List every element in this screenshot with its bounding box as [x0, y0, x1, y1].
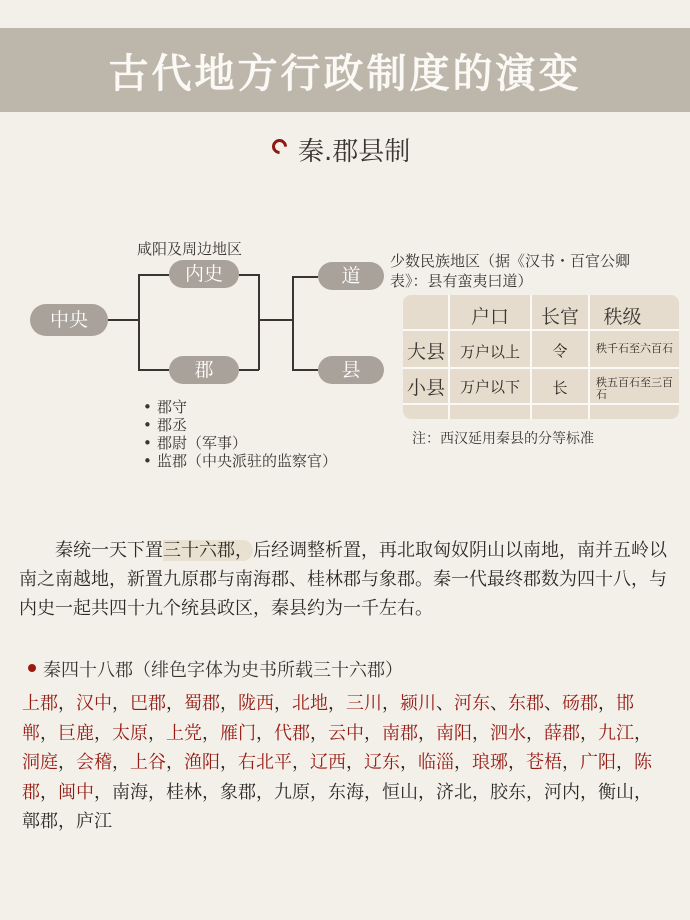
- separator: ，: [634, 722, 652, 744]
- separator: ，: [634, 781, 652, 803]
- table-cell: 万户以上: [459, 343, 520, 361]
- commandery-item: 胶东: [490, 781, 526, 803]
- history-paragraph: [19, 536, 679, 623]
- table-header: 长官: [540, 306, 579, 328]
- separator: ，: [472, 722, 490, 744]
- commandery-item: 汉中: [76, 693, 112, 714]
- connector-line: [292, 276, 318, 278]
- connector-line: [292, 276, 294, 370]
- separator: ，: [112, 693, 130, 714]
- separator: ，: [526, 722, 544, 744]
- separator: 、: [490, 693, 508, 714]
- commandery-item: 洞庭: [22, 752, 58, 773]
- separator: ，: [562, 752, 580, 773]
- section-circle-icon: [269, 136, 290, 157]
- commandery-item: 临淄: [418, 752, 454, 773]
- separator: ，: [94, 781, 112, 803]
- paragraph-text: 秦统一天下置: [55, 540, 163, 561]
- separator: ，: [148, 781, 166, 803]
- separator: ，: [202, 781, 220, 803]
- paragraph-text: 后经调整析置，再北取匈奴阴山以南地，南并五岭以南之南越地，新置九原郡与南海郡、桂林郡与象郡。秦一代最终郡数为四十八，与内史一起共四十九个统县政区，秦县约为一千左右。: [19, 540, 667, 619]
- table-cell: 秩五百石至三百石: [596, 376, 673, 401]
- commandery-item: 颍川: [400, 693, 436, 714]
- commandery-item: 河东: [454, 693, 490, 714]
- table-cell: 万户以下: [459, 378, 520, 396]
- separator: ，: [310, 722, 328, 744]
- dao-note: 少数民族地区（据《汉书・百官公卿表》：县有蛮夷曰道）: [390, 252, 631, 290]
- neishi-note: 咸阳及周边地区: [137, 240, 243, 258]
- commandery-item: 泗水: [490, 722, 526, 744]
- commandery-item: 云中: [328, 722, 364, 744]
- separator: ，: [274, 693, 292, 714]
- separator: ，: [616, 752, 634, 773]
- commandery-item: 南郡: [382, 722, 418, 744]
- commandery-item: 象郡: [220, 781, 256, 803]
- commandery-item: 上郡: [22, 693, 58, 714]
- commandery-item: 陇西: [238, 693, 274, 714]
- commandery-item: 九江: [598, 722, 634, 744]
- connector-line: [239, 369, 259, 371]
- official-item: • 郡守: [143, 398, 337, 416]
- commandery-item: 河内: [544, 781, 580, 803]
- separator: ，: [58, 811, 76, 832]
- commandery-item: 三川: [346, 693, 382, 714]
- connector-line: [259, 319, 293, 321]
- commandery-item: 辽西: [310, 752, 346, 773]
- separator: ，: [40, 722, 58, 744]
- commandery-item: 雁门: [220, 722, 256, 744]
- table-note: 注：西汉延用秦县的分等标准: [412, 431, 594, 447]
- separator: ，: [148, 722, 166, 744]
- commandery-item: 闽中: [58, 781, 94, 803]
- title-banner: [0, 28, 690, 112]
- commandery-item: 太原: [112, 722, 148, 744]
- commandery-item: 蜀郡: [184, 693, 220, 714]
- official-item: • 郡丞: [143, 416, 337, 434]
- official-item: • 郡尉（军事）: [143, 434, 337, 452]
- separator: 、: [436, 693, 454, 714]
- commandery-item: 砀郡: [562, 693, 598, 714]
- separator: ，: [580, 722, 598, 744]
- commandery-item: 代郡: [274, 722, 310, 744]
- connector-line: [239, 274, 259, 276]
- commandery-item: 渔阳: [184, 752, 220, 773]
- commandery-item: 广阳: [580, 752, 616, 773]
- dao-node: 道: [318, 262, 384, 290]
- commandery-item: 巴郡: [130, 693, 166, 714]
- commandery-item: 庐江: [76, 811, 112, 832]
- central-node: 中央: [30, 304, 108, 336]
- commandery-item: 薛郡: [544, 722, 580, 744]
- separator: ，: [418, 781, 436, 803]
- commandery-item: 辽东: [364, 752, 400, 773]
- separator: 、: [544, 693, 562, 714]
- neishi-node: 内史: [169, 260, 239, 288]
- separator: ，: [202, 722, 220, 744]
- separator: ，: [472, 781, 490, 803]
- table-divider: [403, 403, 679, 405]
- bullet-dot-icon: [28, 664, 36, 672]
- highlight-text: 三十六郡，: [163, 540, 253, 561]
- county-table: [403, 295, 679, 419]
- separator: ，: [256, 722, 274, 744]
- separator: ，: [580, 781, 598, 803]
- separator: ，: [328, 693, 346, 714]
- commandery-item: 巨鹿: [58, 722, 94, 744]
- connector-line: [138, 274, 140, 370]
- table-divider: [403, 329, 679, 331]
- separator: ，: [418, 722, 436, 744]
- jun-node: 郡: [169, 356, 239, 384]
- separator: ，: [166, 752, 184, 773]
- separator: ，: [310, 781, 328, 803]
- separator: ，: [220, 752, 238, 773]
- separator: ，: [346, 752, 364, 773]
- connector-line: [138, 369, 169, 371]
- separator: ，: [112, 752, 130, 773]
- official-item: • 监郡（中央派驻的监察官）: [143, 452, 337, 470]
- separator: ，: [598, 693, 616, 714]
- section-title: 秦.郡县制: [298, 137, 411, 167]
- commandery-item: 琅琊: [472, 752, 508, 773]
- commandery-item: 东海: [328, 781, 364, 803]
- connector-line: [108, 319, 139, 321]
- page-title: 古代地方行政制度的演变: [108, 51, 582, 97]
- commandery-item: 上党: [166, 722, 202, 744]
- separator: ，: [58, 693, 76, 714]
- separator: ，: [220, 693, 238, 714]
- commandery-item: 陈郡: [22, 752, 652, 803]
- commandery-item: 济北: [436, 781, 472, 803]
- commandery-item: 恒山: [382, 781, 418, 803]
- jun-officials-list: [143, 398, 337, 470]
- commandery-item: 鄣郡: [22, 811, 58, 832]
- separator: ，: [382, 693, 400, 714]
- separator: ，: [58, 752, 76, 773]
- commandery-item: 邯郸: [22, 693, 634, 744]
- connector-line: [138, 274, 169, 276]
- commandery-item: 南阳: [436, 722, 472, 744]
- commandery-item: 南海: [112, 781, 148, 803]
- commandery-list: [22, 689, 662, 837]
- connector-line: [258, 274, 260, 370]
- separator: ，: [166, 693, 184, 714]
- commandery-item: 苍梧: [526, 752, 562, 773]
- commandery-item: 东郡: [508, 693, 544, 714]
- connector-line: [292, 369, 318, 371]
- commandery-item: 衡山: [598, 781, 634, 803]
- separator: ，: [94, 722, 112, 744]
- commandery-item: 九原: [274, 781, 310, 803]
- commandery-item: 桂林: [166, 781, 202, 803]
- separator: ，: [364, 722, 382, 744]
- table-cell: 长: [552, 379, 568, 397]
- separator: ，: [454, 752, 472, 773]
- separator: ，: [256, 781, 274, 803]
- table-cell: 秩千石至六百石: [596, 342, 673, 355]
- separator: ，: [400, 752, 418, 773]
- separator: ，: [364, 781, 382, 803]
- table-cell: 令: [552, 342, 568, 360]
- commandery-item: 右北平: [238, 752, 292, 773]
- xian-node: 县: [318, 356, 384, 384]
- table-header: 户口: [470, 306, 509, 328]
- commandery-item: 北地: [292, 693, 328, 714]
- table-header: 秩级: [603, 306, 642, 328]
- commandery-list-title: 秦四十八郡（绯色字体为史书所载三十六郡）: [43, 660, 403, 681]
- row-header: 小县: [406, 377, 445, 399]
- separator: ，: [292, 752, 310, 773]
- commandery-item: 上谷: [130, 752, 166, 773]
- separator: ，: [508, 752, 526, 773]
- separator: ，: [526, 781, 544, 803]
- separator: ，: [40, 781, 58, 803]
- commandery-item: 会稽: [76, 752, 112, 773]
- table-divider: [403, 367, 679, 369]
- row-header: 大县: [406, 341, 445, 363]
